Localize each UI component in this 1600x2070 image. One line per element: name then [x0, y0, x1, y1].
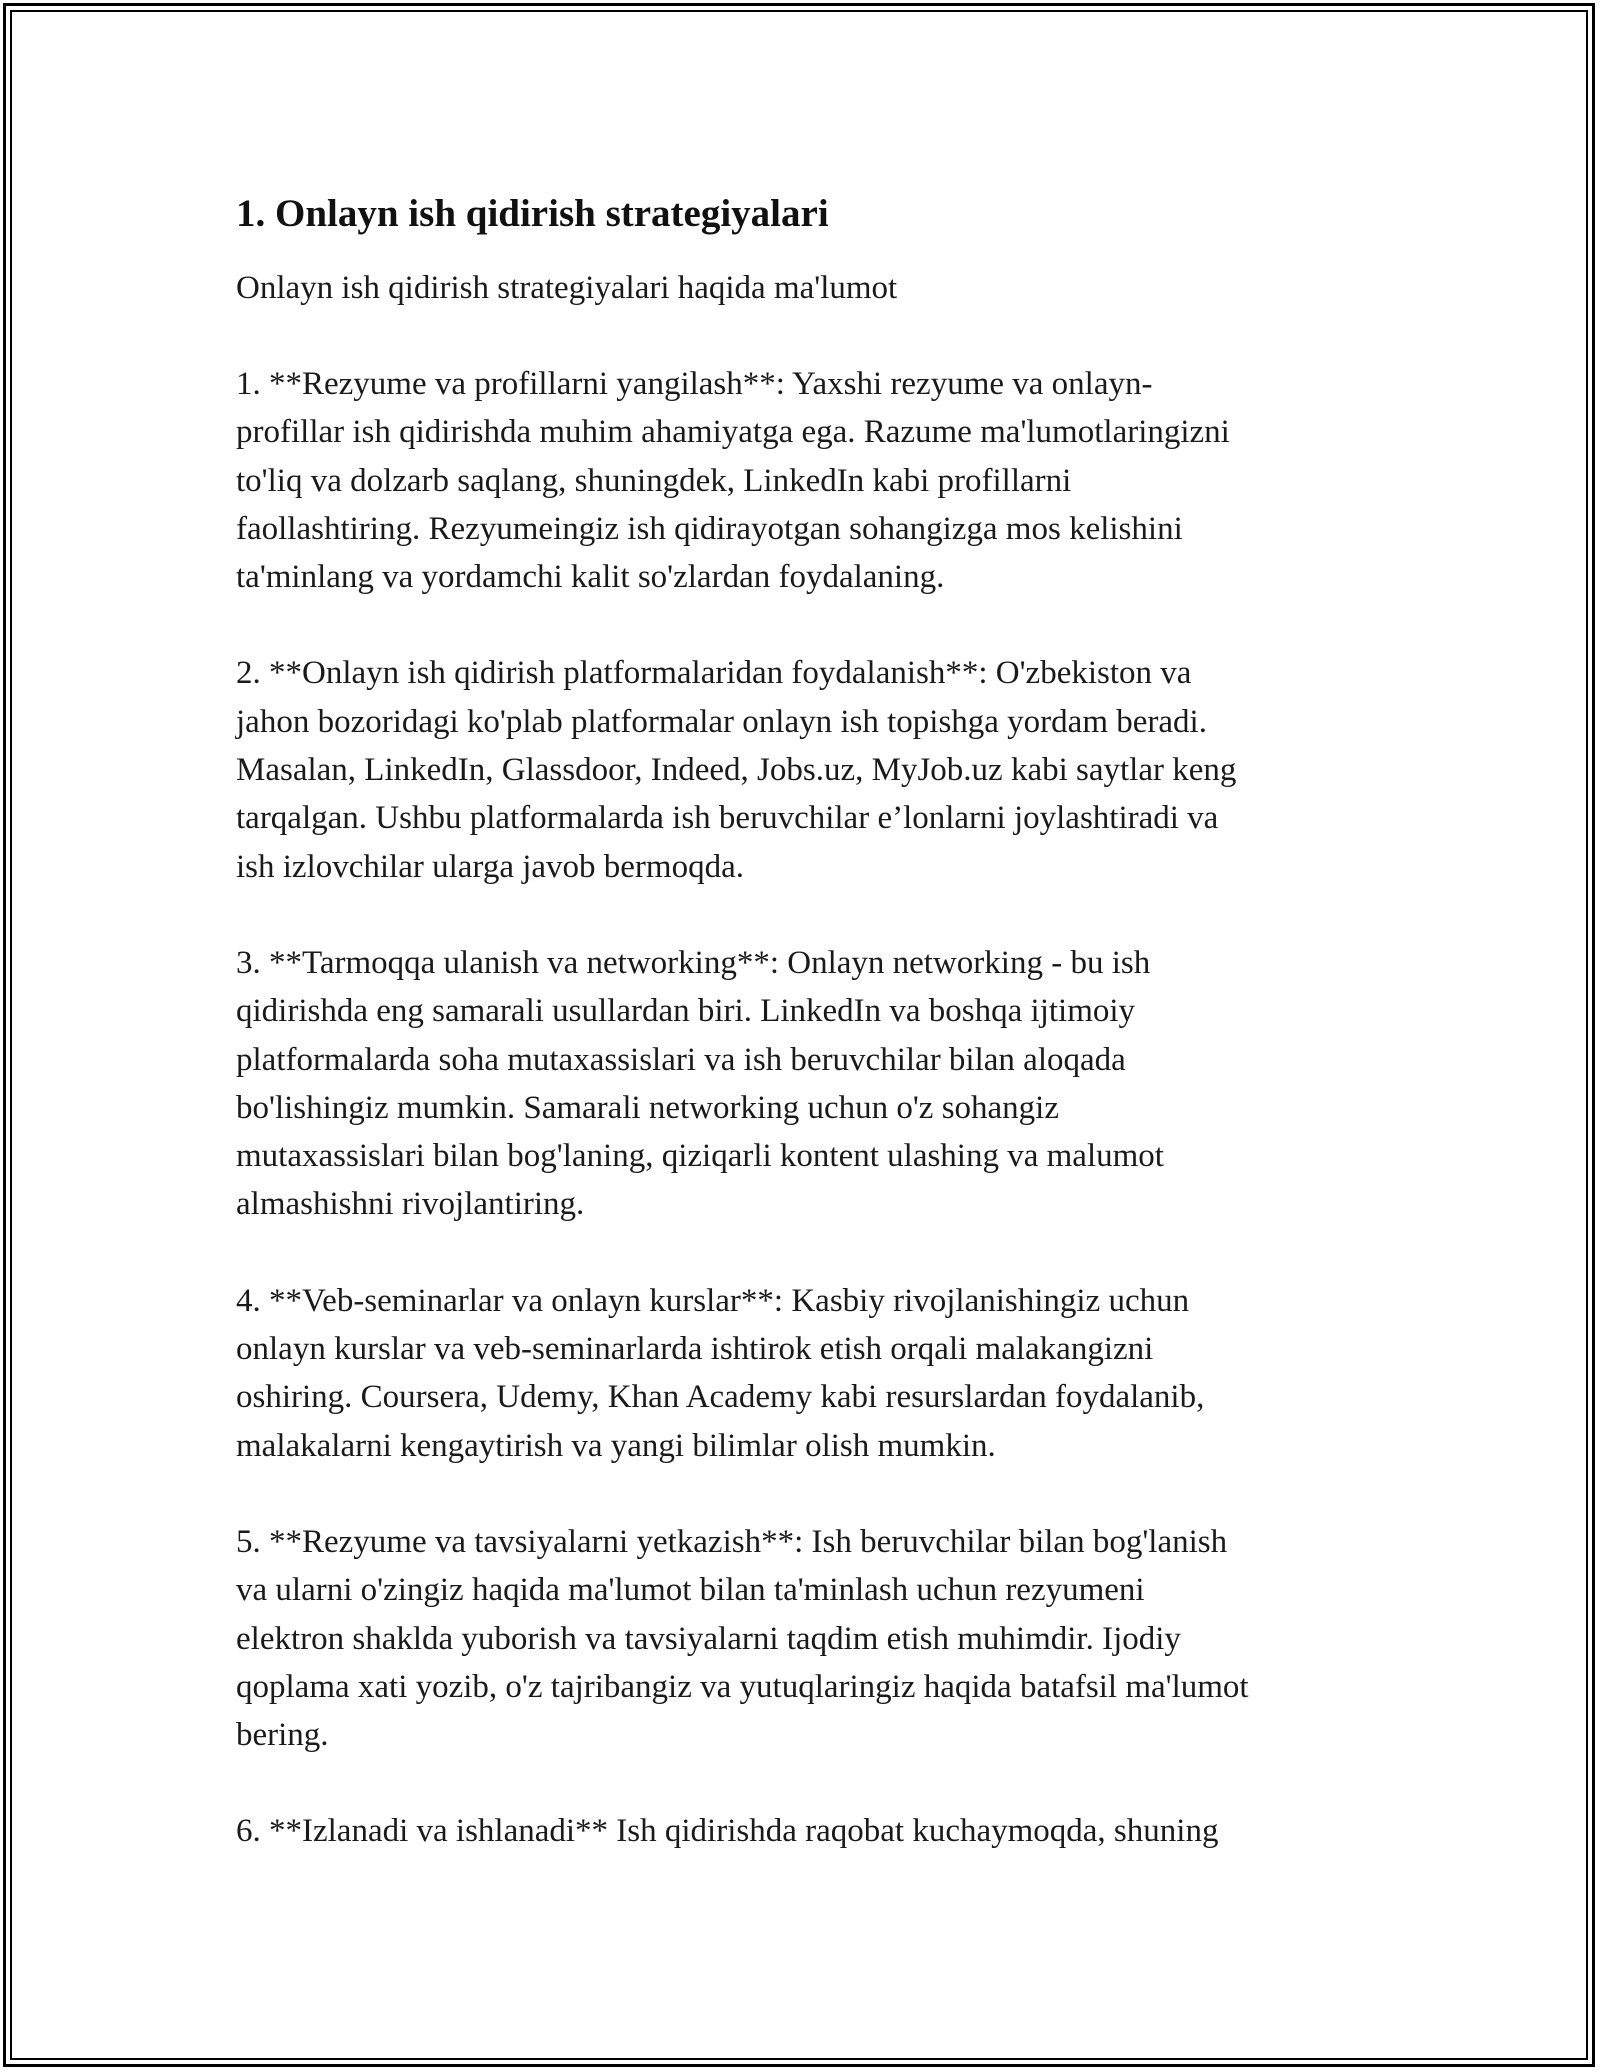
paragraph-line: Masalan, LinkedIn, Glassdoor, Indeed, Jobs.uz, MyJob.uz kabi saytlar keng: [236, 752, 1237, 789]
paragraph-line: qidirishda eng samarali usullardan biri. LinkedIn va boshqa ijtimoiy: [236, 993, 1136, 1030]
paragraph-line: platformalarda soha mutaxassislari va ish beruvchilar bilan aloqada: [236, 1041, 1126, 1078]
paragraph-1: [236, 360, 1376, 601]
paragraph-line: mutaxassislari bilan bog'laning, qiziqarli kontent ulashing va malumot: [236, 1138, 1164, 1175]
paragraph-line: 1. **Rezyume va profillarni yangilash**: Yaxshi rezyume va onlayn-: [236, 366, 1153, 402]
paragraph-line: 5. **Rezyume va tavsiyalarni yetkazish**: Ish beruvchilar bilan bog'lanish: [236, 1523, 1228, 1560]
paragraph-line: 2. **Onlayn ish qidirish platformalaridan foydalanish**: O'zbekiston va: [236, 655, 1192, 692]
paragraph-6: [236, 1807, 1376, 1855]
paragraph-5: [236, 1518, 1376, 1759]
paragraph-line: jahon bozoridagi ko'plab platformalar onlayn ish topishga yordam beradi.: [236, 703, 1207, 740]
paragraph-line: elektron shaklda yuborish va tavsiyalarni taqdim etish muhimdir. Ijodiy: [236, 1620, 1181, 1657]
paragraph-line: malakalarni kengaytirish va yangi bilimlar olish mumkin.: [236, 1427, 996, 1464]
document-subtitle: Onlayn ish qidirish strategiyalari haqida ma'lumot: [236, 270, 898, 306]
document-body: [236, 188, 1376, 1904]
paragraph-line: oshiring. Coursera, Udemy, Khan Academy kabi resurslardan foydalanib,: [236, 1379, 1205, 1416]
paragraph-3: [236, 939, 1376, 1229]
paragraph-line: profillar ish qidirishda muhim ahamiyatga ega. Razume ma'lumotlaringizni: [236, 414, 1230, 451]
paragraph-line: almashishni rivojlantiring.: [236, 1186, 585, 1223]
paragraph-line: bering.: [236, 1717, 329, 1754]
paragraph-line: ish izlovchilar ularga javob bermoqda.: [236, 848, 744, 885]
paragraph-line: faollashtiring. Rezyumeingiz ish qidirayotgan sohangizga mos kelishini: [236, 510, 1183, 547]
paragraph-line: 3. **Tarmoqqa ulanish va networking**: Onlayn networking - bu ish: [236, 944, 1151, 981]
paragraph-line: onlayn kurslar va veb-seminarlarda ishtirok etish orqali malakangizni: [236, 1331, 1154, 1368]
paragraph-line: tarqalgan. Ushbu platformalarda ish beruvchilar e’lonlarni joylashtiradi va: [236, 800, 1219, 837]
paragraph-line: ta'minlang va yordamchi kalit so'zlardan foydalaning.: [236, 559, 945, 596]
paragraph-line: va ularni o'zingiz haqida ma'lumot bilan ta'minlash uchun rezyumeni: [236, 1572, 1145, 1609]
paragraph-4: [236, 1277, 1376, 1470]
paragraph-line: bo'lishingiz mumkin. Samarali networking uchun o'z sohangiz: [236, 1089, 1060, 1126]
paragraph-line: 4. **Veb-seminarlar va onlayn kurslar**: Kasbiy rivojlanishingiz uchun: [236, 1282, 1190, 1319]
paragraph-line: 6. **Izlanadi va ishlanadi** Ish qidirishda raqobat kuchaymoqda, shuning: [236, 1813, 1219, 1850]
paragraph-line: to'liq va dolzarb saqlang, shuningdek, LinkedIn kabi profillarni: [236, 462, 1072, 499]
document-title: 1. Onlayn ish qidirish strategiyalari: [236, 192, 829, 235]
paragraph-line: qoplama xati yozib, o'z tajribangiz va yutuqlaringiz haqida batafsil ma'lumot: [236, 1668, 1249, 1705]
paragraph-2: [236, 649, 1376, 890]
